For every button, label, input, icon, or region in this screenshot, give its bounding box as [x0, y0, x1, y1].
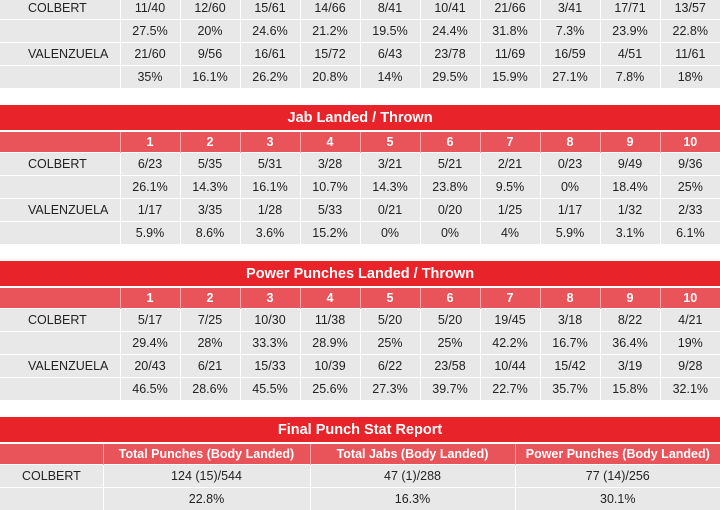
jab-row [0, 222, 720, 245]
stat-cell: 14.3% [180, 176, 240, 199]
stat-cell: 14% [360, 66, 420, 89]
stat-cell: 45.5% [240, 378, 300, 401]
stat-cell: 7.3% [540, 20, 600, 43]
stat-cell: 7/25 [180, 309, 240, 332]
stat-cell: 28% [180, 332, 240, 355]
stat-cell: 18% [660, 66, 720, 89]
stat-cell: 15.2% [300, 222, 360, 245]
stat-cell: 6/22 [360, 355, 420, 378]
stat-cell: 1/17 [540, 199, 600, 222]
stat-cell: 21.2% [300, 20, 360, 43]
total-punches-row [0, 43, 720, 66]
power-round-5: 5 [360, 287, 420, 309]
fighter-name [0, 378, 120, 401]
jab-round-6: 6 [420, 131, 480, 153]
stat-cell: 15.9% [480, 66, 540, 89]
stat-cell: 4/21 [660, 309, 720, 332]
fighter-name: COLBERT [0, 153, 120, 176]
stat-cell: 22.8% [660, 20, 720, 43]
fighter-name [0, 222, 120, 245]
stat-cell: 30.1% [515, 488, 720, 510]
stat-cell: 8/41 [360, 0, 420, 20]
stat-cell: 23.9% [600, 20, 660, 43]
stat-cell: 31.8% [480, 20, 540, 43]
final-body [0, 465, 720, 510]
stat-cell: 42.2% [480, 332, 540, 355]
stat-cell: 0% [420, 222, 480, 245]
stat-cell: 2/21 [480, 153, 540, 176]
stat-cell: 16/59 [540, 43, 600, 66]
stat-cell: 10/41 [420, 0, 480, 20]
stat-cell: 27.5% [120, 20, 180, 43]
stat-cell: 3/18 [540, 309, 600, 332]
total-punches-row [0, 66, 720, 89]
stat-cell: 1/28 [240, 199, 300, 222]
stat-cell: 3.1% [600, 222, 660, 245]
power-row [0, 332, 720, 355]
stat-cell: 9/36 [660, 153, 720, 176]
stat-cell: 23/78 [420, 43, 480, 66]
jab-round-10: 10 [660, 131, 720, 153]
stat-cell: 124 (15)/544 [103, 465, 310, 488]
stat-cell: 11/40 [120, 0, 180, 20]
jab-table [0, 105, 720, 244]
final-column-header-3: Power Punches (Body Landed) [515, 443, 720, 465]
stat-cell: 6/43 [360, 43, 420, 66]
stat-cell: 27.1% [540, 66, 600, 89]
stat-cell: 12/60 [180, 0, 240, 20]
stat-cell: 22.8% [103, 488, 310, 510]
stat-cell: 3/41 [540, 0, 600, 20]
fighter-name: VALENZUELA [0, 43, 120, 66]
fighter-name [0, 176, 120, 199]
power-round-8: 8 [540, 287, 600, 309]
stat-cell: 19/45 [480, 309, 540, 332]
power-row [0, 378, 720, 401]
power-body [0, 309, 720, 401]
stat-cell: 3/19 [600, 355, 660, 378]
stat-cell: 16.7% [540, 332, 600, 355]
stat-cell: 33.3% [240, 332, 300, 355]
stat-cell: 14/66 [300, 0, 360, 20]
final-column-header-1: Total Punches (Body Landed) [103, 443, 310, 465]
jab-row [0, 153, 720, 176]
stat-cell: 4% [480, 222, 540, 245]
stat-cell: 25% [660, 176, 720, 199]
stat-cell: 24.6% [240, 20, 300, 43]
stat-cell: 16.1% [180, 66, 240, 89]
stat-cell: 28.6% [180, 378, 240, 401]
stat-cell: 25% [360, 332, 420, 355]
stat-cell: 5/31 [240, 153, 300, 176]
power-punches-table [0, 261, 720, 400]
power-round-9: 9 [600, 287, 660, 309]
stat-cell: 5/33 [300, 199, 360, 222]
stat-cell: 17/71 [600, 0, 660, 20]
stat-cell: 28.9% [300, 332, 360, 355]
stat-cell: 23.8% [420, 176, 480, 199]
stat-cell: 20.8% [300, 66, 360, 89]
stat-cell: 5/35 [180, 153, 240, 176]
stat-cell: 1/17 [120, 199, 180, 222]
jab-round-header [0, 131, 720, 153]
final-row [0, 488, 720, 510]
final-header [0, 443, 720, 465]
stat-cell: 11/38 [300, 309, 360, 332]
stat-cell: 8/22 [600, 309, 660, 332]
total-punches-row [0, 0, 720, 20]
stat-cell: 9/49 [600, 153, 660, 176]
stat-cell: 21/66 [480, 0, 540, 20]
stat-cell: 16/61 [240, 43, 300, 66]
stat-cell: 23/58 [420, 355, 480, 378]
stat-cell: 35.7% [540, 378, 600, 401]
stat-cell: 11/69 [480, 43, 540, 66]
stat-cell: 47 (1)/288 [310, 465, 515, 488]
stat-cell: 19% [660, 332, 720, 355]
stat-cell: 26.1% [120, 176, 180, 199]
stat-cell: 36.4% [600, 332, 660, 355]
jab-row [0, 176, 720, 199]
stat-cell: 5/20 [420, 309, 480, 332]
jab-round-9: 9 [600, 131, 660, 153]
stat-cell: 18.4% [600, 176, 660, 199]
total-punches-row [0, 20, 720, 43]
power-round-2: 2 [180, 287, 240, 309]
power-round-7: 7 [480, 287, 540, 309]
final-row [0, 465, 720, 488]
jab-body [0, 153, 720, 245]
stat-cell: 9.5% [480, 176, 540, 199]
jab-round-8: 8 [540, 131, 600, 153]
stat-cell: 2/33 [660, 199, 720, 222]
power-title: Power Punches Landed / Thrown [0, 261, 720, 287]
stat-cell: 4/51 [600, 43, 660, 66]
jab-round-7: 7 [480, 131, 540, 153]
jab-round-1: 1 [120, 131, 180, 153]
stat-cell: 13/57 [660, 0, 720, 20]
final-column-header-2: Total Jabs (Body Landed) [310, 443, 515, 465]
power-row [0, 355, 720, 378]
fighter-name [0, 20, 120, 43]
stat-cell: 3.6% [240, 222, 300, 245]
stat-cell: 35% [120, 66, 180, 89]
stat-cell: 32.1% [660, 378, 720, 401]
stat-cell: 10/30 [240, 309, 300, 332]
fighter-name: VALENZUELA [0, 199, 120, 222]
stat-cell: 1/32 [600, 199, 660, 222]
stat-cell: 15/61 [240, 0, 300, 20]
stat-cell: 8.6% [180, 222, 240, 245]
stat-cell: 3/35 [180, 199, 240, 222]
stat-cell: 20% [180, 20, 240, 43]
power-round-3: 3 [240, 287, 300, 309]
stat-cell: 0/23 [540, 153, 600, 176]
stat-cell: 0% [360, 222, 420, 245]
stat-cell: 15/72 [300, 43, 360, 66]
total-punches-body [0, 0, 720, 88]
stat-cell: 10/39 [300, 355, 360, 378]
stat-cell: 1/25 [480, 199, 540, 222]
fighter-name [0, 332, 120, 355]
stat-cell: 20/43 [120, 355, 180, 378]
stat-cell: 10/44 [480, 355, 540, 378]
stat-cell: 14.3% [360, 176, 420, 199]
stat-cell: 6.1% [660, 222, 720, 245]
jab-round-2: 2 [180, 131, 240, 153]
power-row [0, 309, 720, 332]
stat-cell: 24.4% [420, 20, 480, 43]
stat-cell: 6/23 [120, 153, 180, 176]
fighter-name: VALENZUELA [0, 355, 120, 378]
fighter-name: COLBERT [0, 0, 120, 20]
stat-cell: 5.9% [540, 222, 600, 245]
stat-cell: 5.9% [120, 222, 180, 245]
stat-cell: 25.6% [300, 378, 360, 401]
stat-cell: 0% [540, 176, 600, 199]
fighter-name: COLBERT [0, 309, 120, 332]
stat-cell: 5/21 [420, 153, 480, 176]
stat-cell: 25% [420, 332, 480, 355]
jab-row [0, 199, 720, 222]
stat-cell: 10.7% [300, 176, 360, 199]
final-report-table [0, 417, 720, 510]
fighter-name [0, 488, 103, 510]
stat-cell: 39.7% [420, 378, 480, 401]
stat-cell: 3/21 [360, 153, 420, 176]
fighter-name [0, 66, 120, 89]
stat-cell: 9/56 [180, 43, 240, 66]
jab-round-5: 5 [360, 131, 420, 153]
stat-cell: 11/61 [660, 43, 720, 66]
stat-cell: 15.8% [600, 378, 660, 401]
jab-round-4: 4 [300, 131, 360, 153]
stat-cell: 22.7% [480, 378, 540, 401]
stat-cell: 21/60 [120, 43, 180, 66]
final-title: Final Punch Stat Report [0, 417, 720, 443]
stat-cell: 16.1% [240, 176, 300, 199]
stat-cell: 27.3% [360, 378, 420, 401]
jab-round-3: 3 [240, 131, 300, 153]
stat-cell: 19.5% [360, 20, 420, 43]
stat-cell: 15/33 [240, 355, 300, 378]
stat-cell: 29.5% [420, 66, 480, 89]
stat-cell: 7.8% [600, 66, 660, 89]
stat-cell: 0/20 [420, 199, 480, 222]
stat-cell: 29.4% [120, 332, 180, 355]
stat-cell: 6/21 [180, 355, 240, 378]
power-round-1: 1 [120, 287, 180, 309]
stat-cell: 0/21 [360, 199, 420, 222]
power-round-4: 4 [300, 287, 360, 309]
stat-cell: 26.2% [240, 66, 300, 89]
total-punches-table [0, 0, 720, 88]
power-round-6: 6 [420, 287, 480, 309]
jab-title: Jab Landed / Thrown [0, 105, 720, 131]
stat-cell: 9/28 [660, 355, 720, 378]
fighter-name: COLBERT [0, 465, 103, 488]
stat-cell: 3/28 [300, 153, 360, 176]
stat-cell: 46.5% [120, 378, 180, 401]
power-round-header [0, 287, 720, 309]
stat-cell: 77 (14)/256 [515, 465, 720, 488]
stat-cell: 5/17 [120, 309, 180, 332]
power-round-10: 10 [660, 287, 720, 309]
stat-cell: 15/42 [540, 355, 600, 378]
stat-cell: 5/20 [360, 309, 420, 332]
stat-cell: 16.3% [310, 488, 515, 510]
